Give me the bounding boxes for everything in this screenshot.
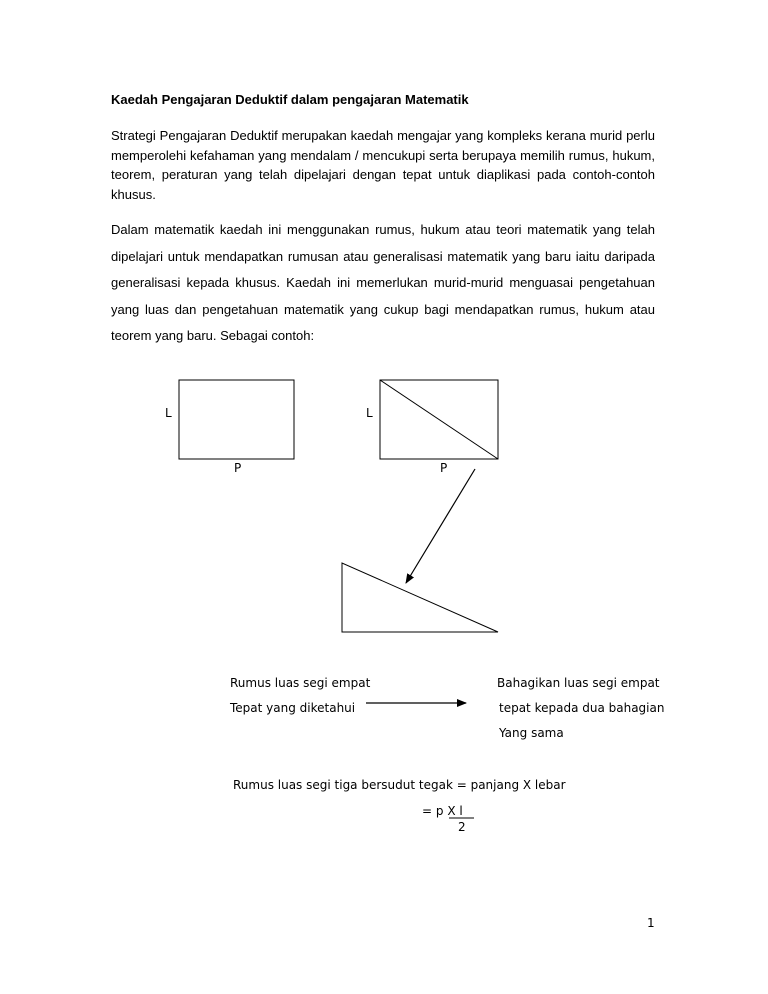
rectangle-diagonal-line: [380, 380, 498, 459]
rect1-bottom-label: P: [234, 461, 242, 475]
formula-denominator: 2: [458, 820, 466, 834]
rect2-side-label: L: [366, 406, 373, 420]
paragraph-1: Strategi Pengajaran Deduktif merupakan kaedah mengajar yang kompleks kerana murid perlu memperolehi kefahaman yang mendalam / mencukupi serta berupaya memilih rumus, hukum, teorem, peraturan yang telah dipelajari dengan tepat untuk diaplikasi pada contoh-contoh khusus.: [111, 128, 655, 202]
rectangle-shape: [179, 380, 294, 459]
rect1-side-label: L: [165, 406, 172, 420]
right-triangle-shape: [342, 563, 498, 632]
left-caption-line2: Tepat yang diketahui: [230, 701, 356, 715]
right-caption-line3: Yang sama: [499, 726, 564, 740]
right-caption-line2: tepat kepada dua bahagian: [499, 701, 665, 715]
rect2-bottom-label: P: [440, 461, 448, 475]
formula-numerator: X l: [447, 804, 463, 818]
paragraph-2: Dalam matematik kaedah ini menggunakan rumus, hukum atau teori matematik yang telah dipelajari untuk mendapatkan rumusan atau generalisasi matematik yang baru iaitu daripada generalisasi kepada khusus. Kaedah ini memerlukan murid-murid menguasai pengetahuan yang luas dan pengetahuan matematik yang cukup bagi mendapatkan rumus, hukum atau teorem yang baru. Sebagai contoh:: [111, 222, 655, 343]
page-number: 1: [647, 916, 655, 930]
document-title: Kaedah Pengajaran Deduktif dalam pengajaran Matematik: [111, 92, 469, 107]
right-caption-line1: Bahagikan luas segi empat: [497, 676, 660, 690]
formula-result: [422, 804, 463, 818]
formula-equals-prefix: = p: [422, 804, 448, 818]
arrow-to-triangle: [406, 469, 475, 583]
formula-statement: Rumus luas segi tiga bersudut tegak = panjang X lebar: [233, 778, 566, 792]
left-caption-line1: Rumus luas segi empat: [230, 676, 371, 690]
